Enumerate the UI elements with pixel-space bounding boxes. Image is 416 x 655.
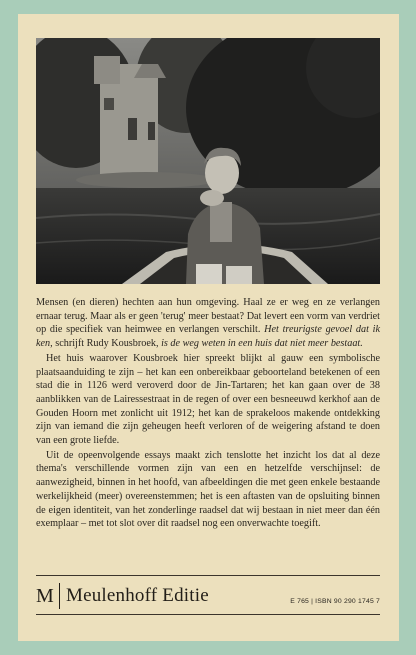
author-photo-image [36, 38, 380, 284]
author-photo [36, 38, 380, 284]
book-back-cover [18, 14, 399, 641]
publisher-logo [36, 582, 209, 610]
blurb-paragraph-2: Het huis waarover Kousbroek hier spreekt blijkt al gauw een symbolische plaatsaanduiding te zijn – het kan een onbereikbaar geboorteland betekenen of een stad die in 1126 werd veroverd door de Jin-Tartaren; het kan gaan over de 38 aanblikken van de Lairessestraat in de regen of over een besneeuwd kerkhof aan de Gouden Hoorn met zonlicht uit 1912; het kan de sprakeloos makende ontdekking zijn van iemand die zijn geheugen heeft verloren of de weigering afstand te doen van een grote liefde. [36, 352, 380, 447]
publisher-separator [59, 583, 60, 609]
blurb-paragraph-3: Uit de opeenvolgende essays maakt zich tenslotte het inzicht los dat al deze thema's verschillende vormen zijn van een en hetzelfde verschijnsel: de aanwezigheid, binnen in het hoofd, van afbeeldingen die met geen enkele bestaande werkelijkheid (meer) overeenstemmen; het is een aftasten van de opsluiting binnen de eigen identiteit, van het zonderlinge raadsel dat wij bestaan in niet meer dan één exemplaar – met tot slot over dit raadsel nog een onverwachte toegift. [36, 449, 380, 530]
divider-bottom [36, 614, 380, 615]
publisher-name: Meulenhoff Editie [65, 585, 209, 606]
blurb-text [36, 296, 380, 532]
blurb-p1-part-b: schrijft Rudy Kousbroek, [52, 338, 162, 350]
blurb-p1-part-a: Mensen (en dieren) hechten aan hun omgeving. Haal ze er weg en ze verlangen ernaar terug. Maar als er geen 'terug' meer bestaat? Dat levert een vorm van verdriet op die specifiek van heimwee en verlangen verschilt. [36, 297, 380, 336]
isbn-label: E 765 | ISBN 90 290 1745 7 [290, 598, 380, 605]
publisher-mark: M [36, 584, 54, 607]
blurb-paragraph-1 [36, 296, 380, 351]
divider-top [36, 575, 380, 576]
blurb-quote-b: is de weg weten in een huis dat niet meer bestaat. [161, 338, 363, 350]
blurb-quote-a: Het treurigste gevoel dat ik ken, [36, 324, 380, 350]
